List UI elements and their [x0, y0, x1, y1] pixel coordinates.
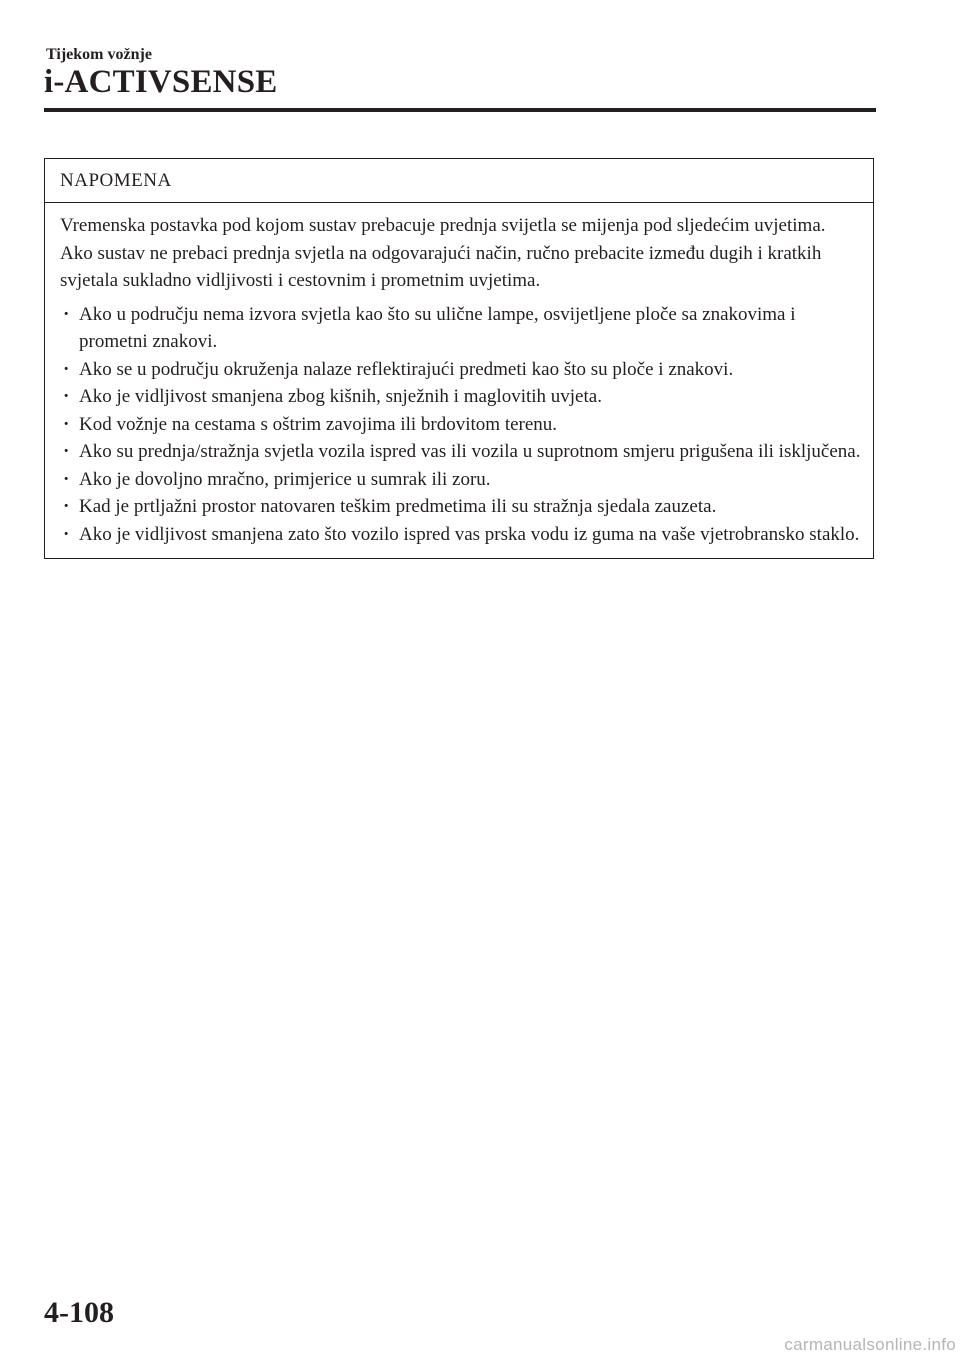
section-label: Tijekom vožnje — [46, 46, 152, 63]
note-list — [60, 301, 861, 549]
note-box — [44, 158, 874, 559]
header-divider — [44, 108, 876, 112]
list-item: · Ako su prednja/stražnja svjetla vozila ispred vas ili vozila u suprotnom smjeru prigušena ili isključena. — [60, 438, 861, 466]
list-item: · Ako u području nema izvora svjetla kao što su ulične lampe, osvijetljene ploče sa znakovima i prometni znakovi. — [60, 301, 861, 356]
note-body — [45, 203, 873, 558]
list-item: · Ako je dovoljno mračno, primjerice u sumrak ili zoru. — [60, 466, 861, 494]
list-item: · Kod vožnje na cestama s oštrim zavojima ili brdovitom terenu. — [60, 411, 861, 439]
note-heading: NAPOMENA — [45, 159, 873, 203]
page-title: i-ACTIVSENSE — [44, 64, 278, 100]
page-number: 4-108 — [44, 1296, 114, 1329]
note-paragraph: Vremenska postavka pod kojom sustav prebacuje prednja svijetla se mijenja pod sljedećim uvjetima. Ako sustav ne prebaci prednja svjetla na odgovarajući način, ručno prebacite između dugih i kratkih svjetala sukladno vidljivosti i cestovnim i prometnim uvjetima. — [60, 215, 826, 291]
list-item: · Ako se u području okruženja nalaze reflektirajući predmeti kao što su ploče i znakovi. — [60, 356, 861, 384]
list-item: · Ako je vidljivost smanjena zbog kišnih, snježnih i maglovitih uvjeta. — [60, 383, 861, 411]
list-item: · Ako je vidljivost smanjena zato što vozilo ispred vas prska vodu iz guma na vaše vjetrobransko staklo. — [60, 521, 861, 549]
list-item: · Kad je prtljažni prostor natovaren teškim predmetima ili su stražnja sjedala zauzeta. — [60, 493, 861, 521]
watermark: carmanualsonline.info — [784, 1335, 956, 1354]
